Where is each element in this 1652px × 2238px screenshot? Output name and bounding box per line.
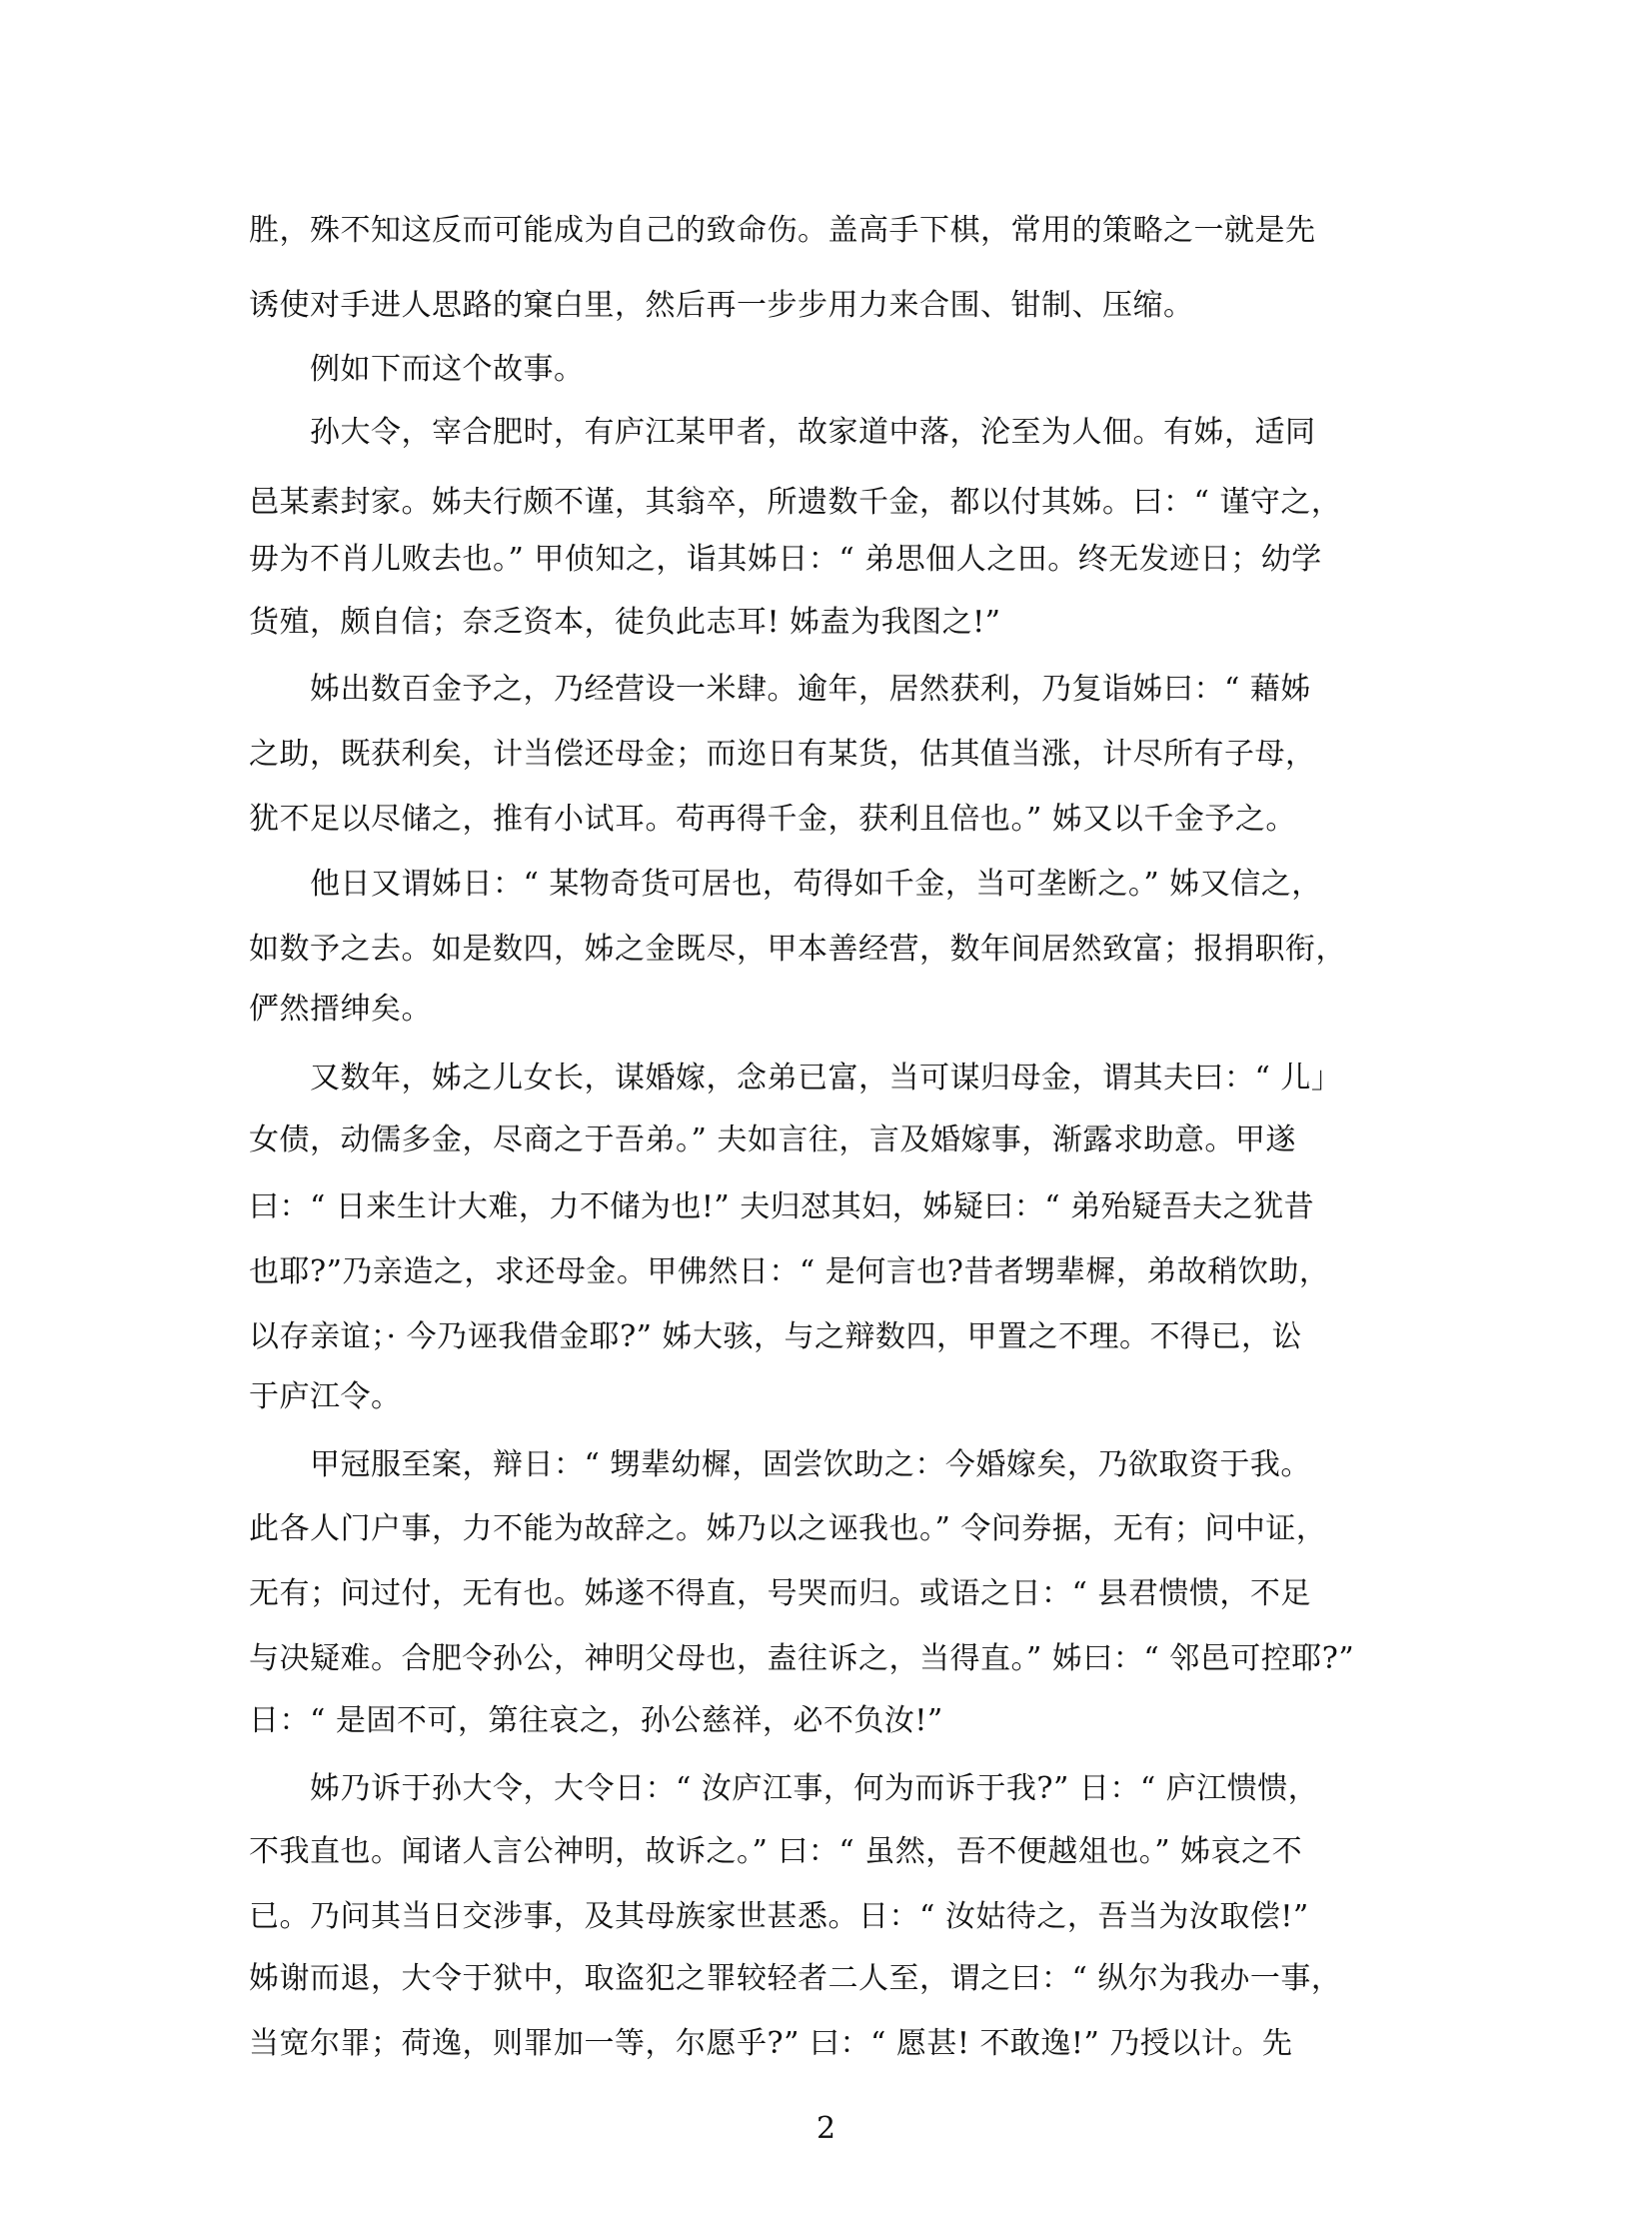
text-line: 毋为不肖儿败去也。” 甲侦知之，诣其姊日：“ 弟思佃人之田。终无发迹日；幼学 (249, 542, 1322, 577)
text-line: 姊乃诉于孙大令，大令日：“ 汝庐江事，何为而诉于我?” 日：“ 庐江愦愦， (249, 1771, 1319, 1806)
text-line: 姊出数百金予之，乃经营设一米肆。逾年，居然获利，乃复诣姊曰：“ 藉姊 (249, 672, 1311, 707)
text-line: 无有；问过付，无有也。姊遂不得直，号哭而归。或语之日：“ 县君愦愦，不足 (249, 1576, 1311, 1611)
text-line: 如数予之去。如是数四，姊之金既尽，甲本善经营，数年间居然致富；报捐职衔， (249, 932, 1346, 967)
text-line: 又数年，姊之儿女长，谋婚嫁，念弟已富，当可谋归母金，谓其夫曰：“ 儿」 (249, 1061, 1342, 1096)
text-line: 以存亲谊；· 今乃诬我借金耶?” 姊大骇，与之辩数四，甲置之不理。不得已，讼 (249, 1319, 1303, 1354)
text-line: 胜，殊不知这反而可能成为自己的致命伤。盖高手下棋，常用的策略之一就是先 (249, 213, 1316, 248)
text-line: 女债，动儒多金，尽商之于吾弟。” 夫如言往，言及婚嫁事，渐露求助意。甲遂 (249, 1122, 1296, 1157)
text-line: 与决疑难。合肥令孙公，神明父母也，盍往诉之，当得直。” 姊曰：“ 邻邑可控耶?” (249, 1641, 1355, 1676)
text-line: 犹不足以尽储之，推有小试耳。苟再得千金，获利且倍也。” 姊又以千金予之。 (249, 802, 1296, 837)
text-line: 孙大令，宰合肥时，有庐江某甲者，故家道中落，沦至为人佃。有姊，适同 (249, 415, 1316, 450)
text-line: 曰：“ 日来生计大难，力不储为也!” 夫归怼其妇，姊疑曰：“ 弟殆疑吾夫之犹昔 (249, 1189, 1315, 1224)
page-number: 2 (816, 2111, 836, 2146)
text-line: 已。乃问其当日交涉事，及其母族家世甚悉。日：“ 汝姑待之，吾当为汝取偿!” (249, 1899, 1309, 1934)
text-line: 姊谢而退，大令于狱中，取盗犯之罪较轻者二人至，谓之曰：“ 纵尔为我办一事， (249, 1961, 1342, 1996)
text-line: 邑某素封家。姊夫行颇不谨，其翁卒，所遗数千金，都以付其姊。曰：“ 谨守之， (249, 485, 1342, 520)
text-line: 此各人门户事，力不能为故辞之。姊乃以之诬我也。” 令问券据，无有；问中证， (249, 1511, 1327, 1546)
text-line: 甲冠服至案，辩日：“ 甥辈幼樨，固尝饮助之：今婚嫁矣，乃欲取资于我。 (249, 1447, 1311, 1482)
text-line: 日：“ 是固不可，第往哀之，孙公慈祥，必不负汝!” (249, 1703, 943, 1738)
text-line: 不我直也。闻诸人言公神明，故诉之。” 曰：“ 虽然，吾不便越俎也。” 姊哀之不 (249, 1834, 1303, 1869)
text-line: 之助，既获利矣，计当偿还母金；而迩日有某货，估其值当涨，计尽所有子母， (249, 737, 1316, 772)
text-line: 俨然搢绅矣。 (249, 992, 432, 1027)
text-line: 货殖，颇自信；奈乏资本，徒负此志耳! 姊盍为我图之!” (249, 605, 1001, 640)
text-line: 他日又谓姊日：“ 某物奇货可居也，苟得如千金，当可垄断之。” 姊又信之， (249, 867, 1322, 902)
text-line: 诱使对手进人思路的窠白里，然后再一步步用力来合围、钳制、压缩。 (249, 288, 1194, 323)
text-line: 当宽尔罪；荷逸，则罪加一等，尔愿乎?” 曰：“ 愿甚! 不敢逸!” 乃授以计。先 (249, 2026, 1293, 2061)
text-line: 也耶?”乃亲造之，求还母金。甲佛然日：“ 是何言也?昔者甥辈樨，弟故稍饮助， (249, 1254, 1330, 1289)
text-line: 例如下而这个故事。 (249, 352, 585, 387)
text-line: 于庐江令。 (249, 1379, 402, 1414)
